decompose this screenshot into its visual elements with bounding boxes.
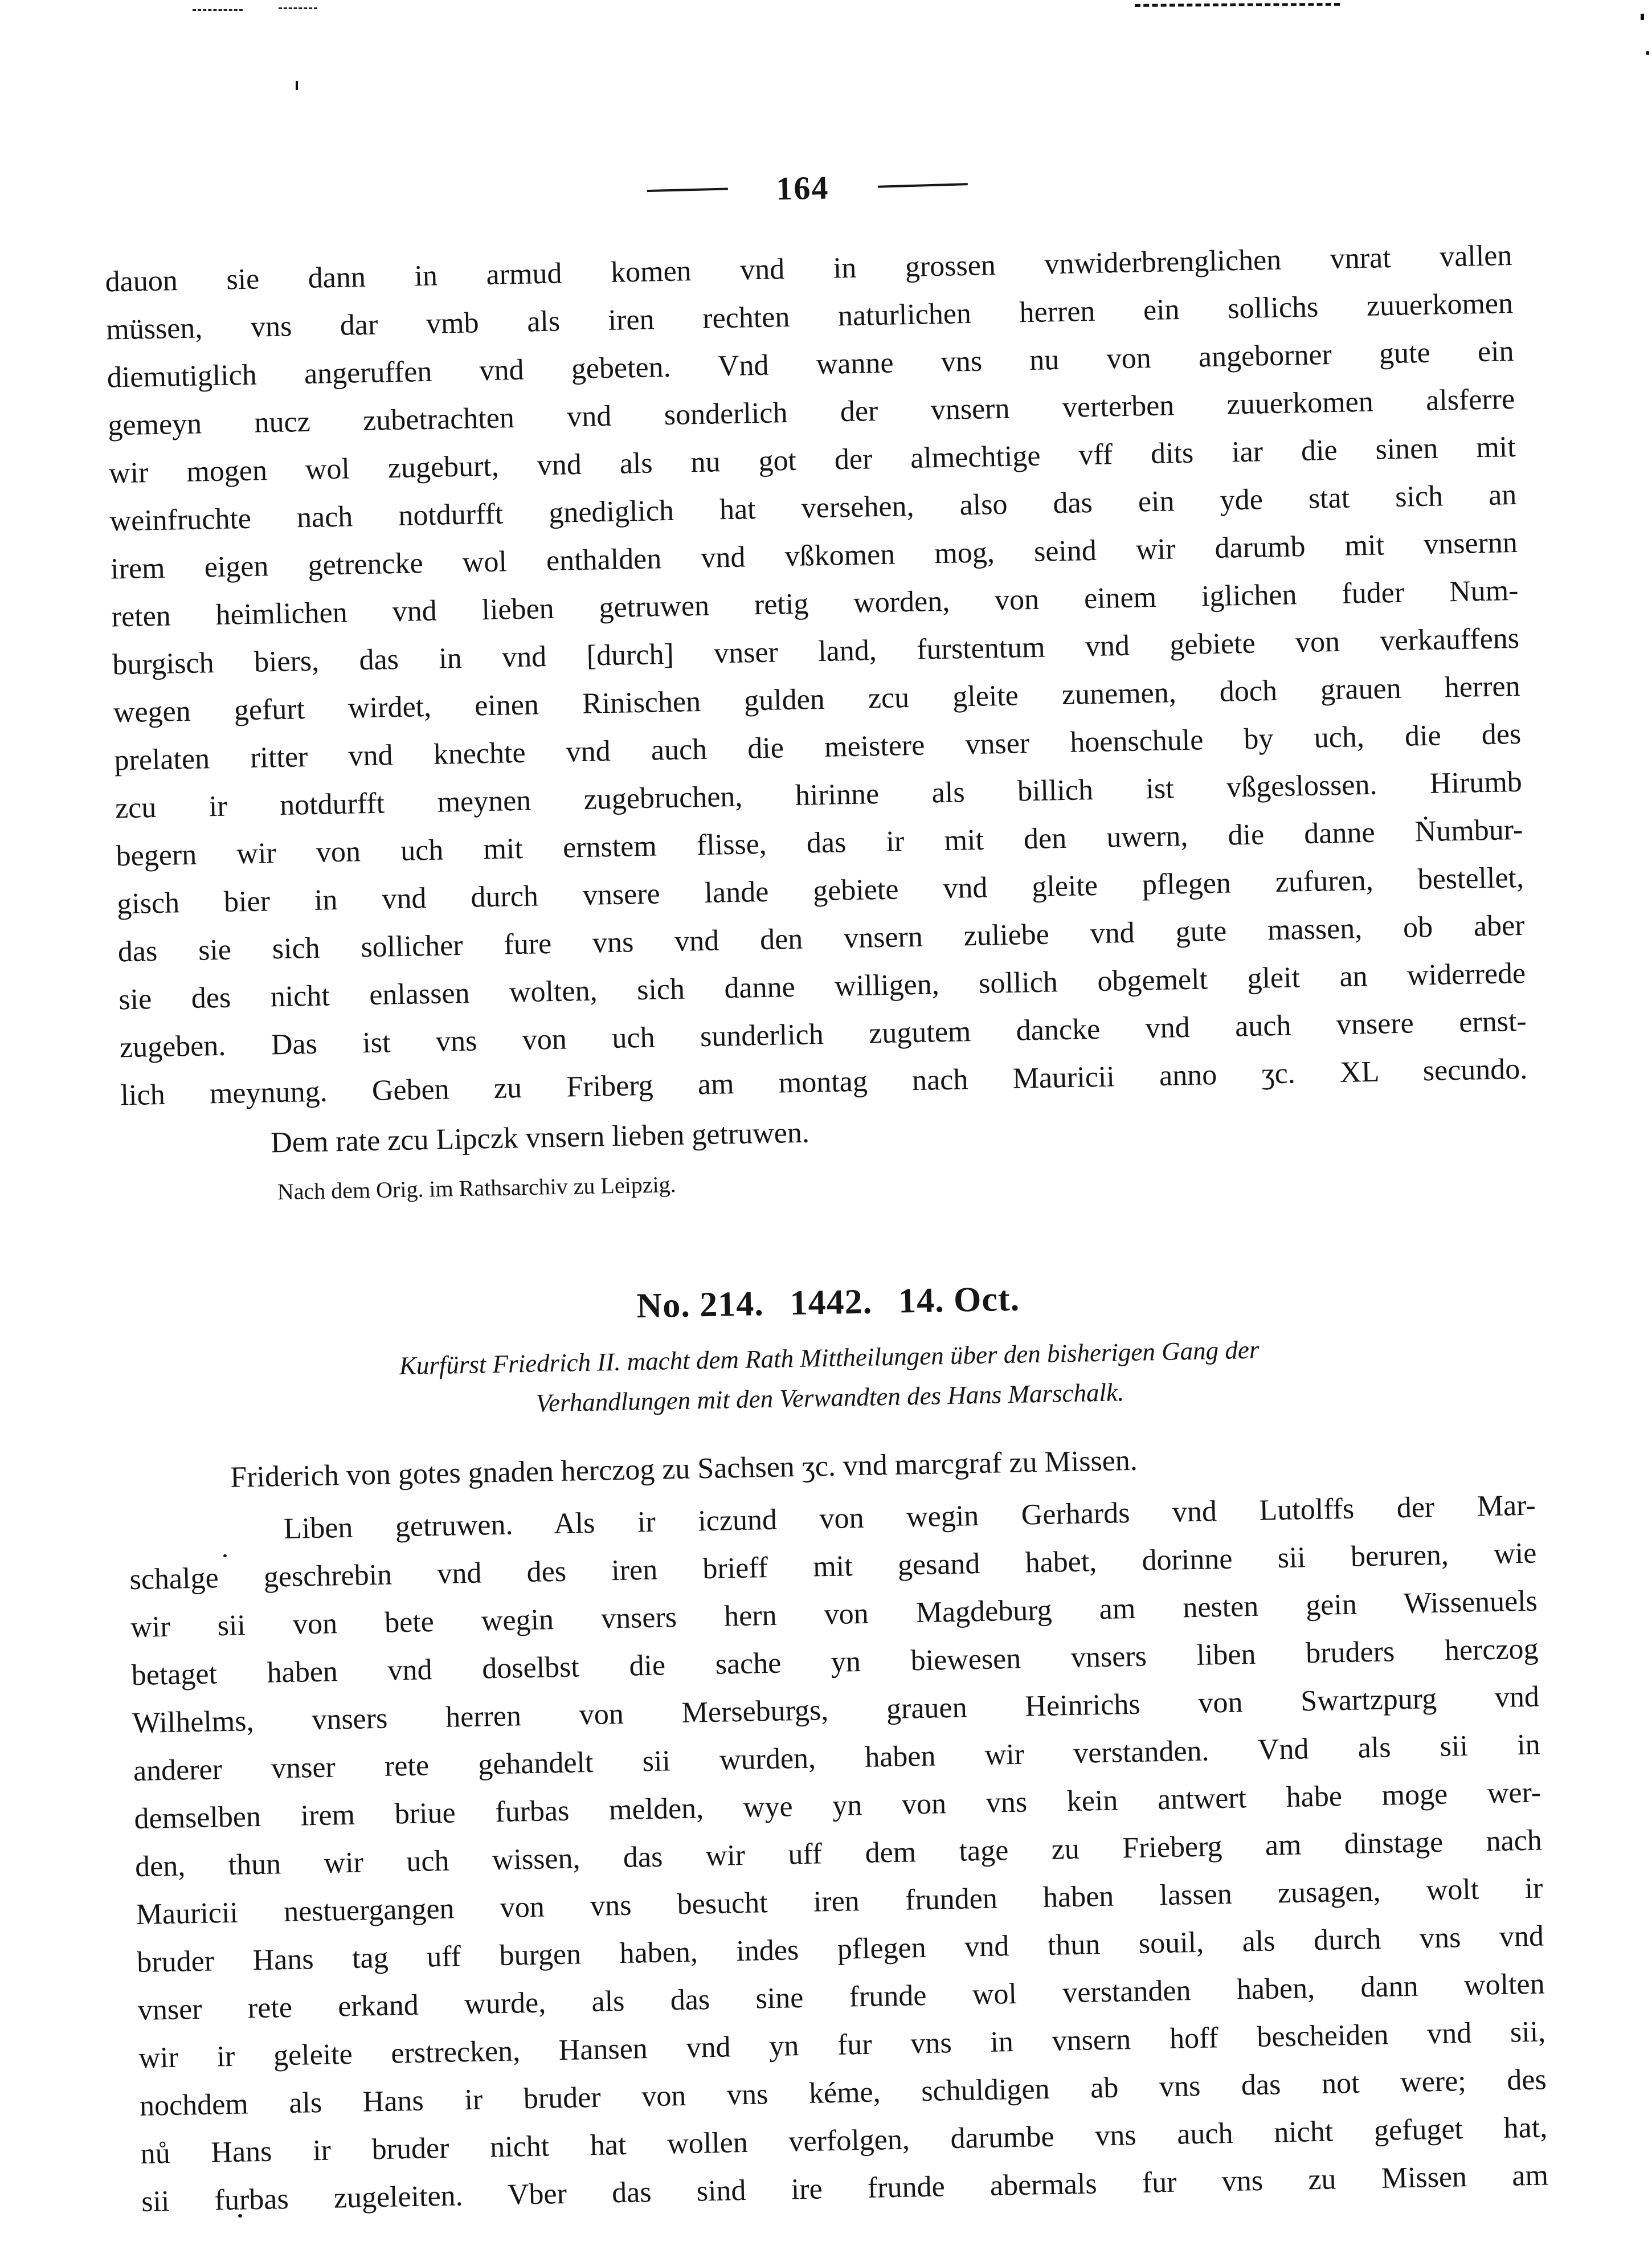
heading-year: 1442. (790, 1282, 873, 1323)
summary-line: Kurfürst Friedrich II. macht dem Rath Mittheilungen über den bisherigen Gang der (399, 1335, 1260, 1381)
page-number: 164 (775, 169, 829, 207)
page-content (103, 153, 1548, 2226)
heading-date: 14. Oct. (898, 1279, 1020, 1321)
scan-artifact-dash (279, 7, 317, 9)
header-rule-right (877, 183, 967, 188)
ink-speck (296, 81, 298, 90)
heading-number: No. 214. (636, 1284, 764, 1326)
ink-speck (1646, 51, 1649, 55)
scan-artifact-dash (193, 9, 243, 11)
summary-line: Verhandlungen mit den Verwandten des Hans Marschalk. (535, 1378, 1124, 1418)
address-line: Dem rate zcu Lipczk vnsern lieben getruwen. (270, 1116, 810, 1159)
document-214-heading (124, 1269, 1532, 1337)
document-213-body-text: dauon sie dann in armud komen vnd in grossen vnwiderbrenglichen vnrat vallen müssen, vns dar vmb als iren rechten naturlichen herren ein sollichs zuuerkomen diemutiglich angeruffen vnd gebeten. Vnd wanne vns nu von angeborner gute ein gemeyn nucz zubetrachten vnd sonderlich der vnsern verterben zuuerkomen alsferre wir mogen wol zugeburt, vnd als nu got der almechtige vff dits iar die sinen mit weinfruchte nach notdurfft gnediglich hat versehen, also das ein yde stat sich an irem eigen getrencke wol enthalden vnd vßkomen mog, seind wir darumb mit vnsernn reten heimlichen vnd lieben getruwen retig worden, von einem iglichen fuder Num- burgisch biers, das in vnd [durch] vnser land, furstentum vnd gebiete von verkauffens wegen gefurt wirdet, einen Rinischen gulden zcu gleite zunemen, doch grauen herren prelaten ritter vnd knechte vnd auch die meistere vnser hoenschule by uch, die des zcu ir notdurfft meynen zugebruchen, hirinne als billich ist vßgeslossen. Hirumb begern wir von uch mit ernstem flisse, das ir mit den uwern, die danne Ṅumbur- gisch bier in vnd durch vnsere lande gebiete vnd gleite pflegen zufuren, bestellet, das sie sich sollicher fure vns vnd den vnsern zuliebe vnd gute massen, ob aber sie des nicht enlassen wolten, sich danne willigen, sollich obgemelt gleit an widerrede zugeben. Das ist vns von uch sunderlich zugutem dancke vnd auch vnsere ernst- lich meynung. Geben zu Friberg am montag nach Mauricii anno ʒc. XL secundo. (105, 239, 1528, 1112)
scan-artifact-dash (1135, 3, 1340, 7)
document-214-body-text: Liben getruwen. Als ir iczund von wegin Gerhards vnd Lutolffs der Mar- schalge geschrebin vnd des iren brieff mit gesand habet, dorinne sii beruren, wie wir sii von bete wegin vnsers hern von Magdeburg am nesten gein Wissenuels betaget haben vnd doselbst die sache yn biewesen vnsers liben bruders herczog Wilhelms, vnsers herren von Merseburgs, grauen Heinrichs von Swartzpurg vnd anderer vnser rete gehandelt sii wurden, haben wir verstanden. Vnd als sii in demselben irem briue furbas melden, wye yn von vns kein antwert habe moge wer- den, thun wir uch wissen, das wir uff dem tage zu Frieberg am dinstage nach Mauricii nestuergangen von vns besucht iren frunden haben lassen zusagen, wolt ir bruder Hans tag uff burgen haben, indes pflegen vnd thun souil, als durch vns vnd vnser rete erkand wurde, als das sine frunde wol verstanden haben, dann wolten wir ir geleite erstrecken, Hansen vnd yn fur vns in vnsern hoff bescheiden vnd sii, nochdem als Hans ir bruder von vns kéme, schuldigen ab vns das not were; des nů Hans ir bruder nicht hat wollen verfolgen, darumbe vns auch nicht gefuget hat, sii furbas zugeleiten. Vber das sind ire frunde abermals fur vns zu Missen am (129, 1489, 1549, 2218)
intitulatio-line: Friderich von gotes gnaden herczog zu Sachsen ʒc. vnd marcgraf zu Missen. (230, 1444, 1138, 1494)
document-214-summary (125, 1325, 1534, 1431)
source-note: Nach dem Orig. im Rathsarchiv zu Leipzig. (277, 1171, 676, 1205)
header-rule-left (647, 187, 727, 192)
ink-speck (1641, 14, 1644, 20)
page-header (103, 153, 1511, 222)
